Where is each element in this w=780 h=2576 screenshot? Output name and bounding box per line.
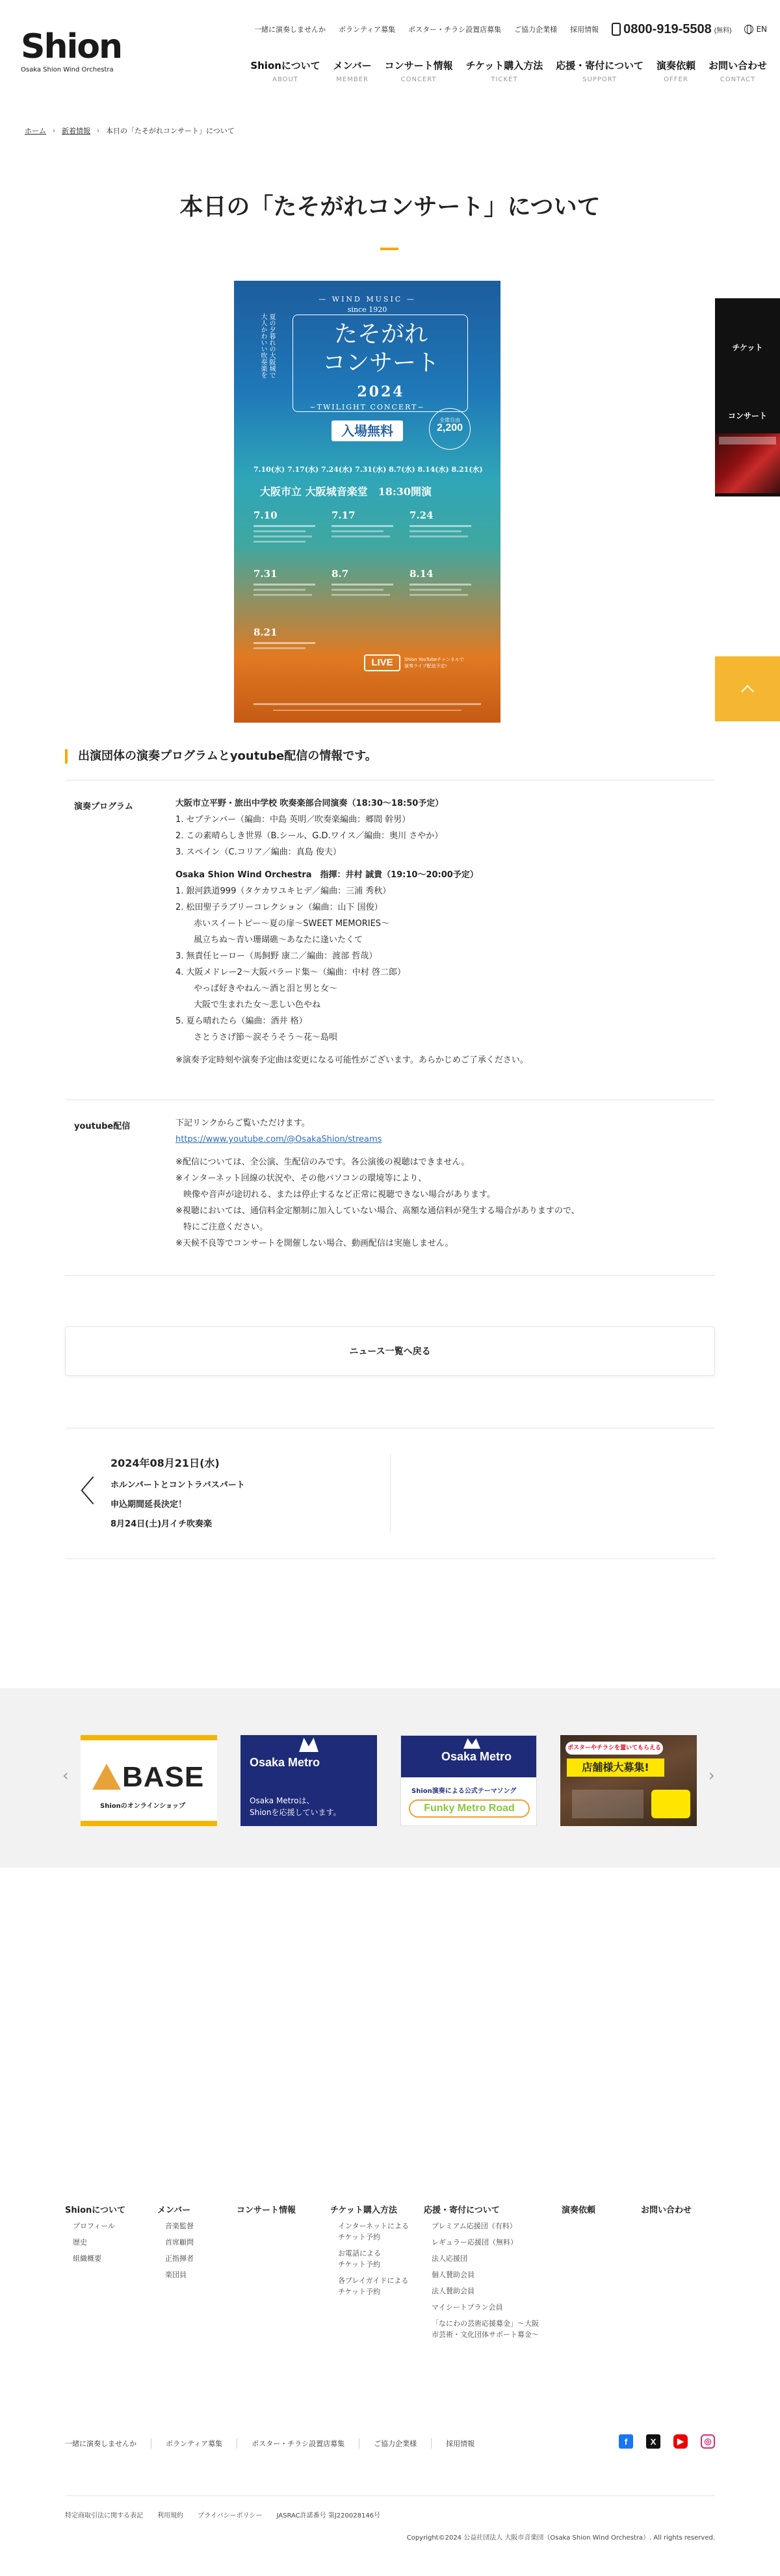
poster-wind-music: — WIND MUSIC — bbox=[318, 295, 416, 303]
banner-carousel bbox=[0, 1688, 780, 1868]
logo-subtitle: Osaka Shion Wind Orchestra bbox=[21, 66, 114, 73]
nav-support-en: SUPPORT bbox=[582, 76, 618, 83]
banner-store-photo bbox=[572, 1790, 644, 1818]
footer-col-heading[interactable]: メンバー bbox=[157, 2206, 191, 2215]
footer-util-link[interactable]: ポスター・チラシ設置店募集 bbox=[237, 2438, 359, 2449]
banner-store-badge bbox=[651, 1790, 690, 1818]
poster-cell-date: 7.10 bbox=[254, 509, 278, 521]
youtube-link[interactable]: https://www.youtube.com/@OsakaShion/streams bbox=[176, 1135, 382, 1144]
banner-metro2-road: Funky Metro Road bbox=[409, 1799, 530, 1818]
footer-link[interactable]: マイシートプラン会員 bbox=[432, 2303, 503, 2312]
chevron-up-icon bbox=[741, 685, 754, 698]
copyright: Copyright©2024 公益社団法人 大阪市音楽団（Osaka Shion Wind Orchestra）. All rights reserved. bbox=[406, 2534, 715, 2542]
breadcrumb bbox=[25, 125, 235, 136]
poster-cell bbox=[254, 509, 325, 561]
poster-seats-value: 2,200 bbox=[436, 422, 463, 433]
footer-link[interactable]: プロフィール bbox=[73, 2222, 115, 2230]
footer-util-link[interactable]: ボランティア募集 bbox=[151, 2438, 237, 2449]
breadcrumb-home[interactable]: ホーム bbox=[25, 127, 46, 135]
poster-cell-date: 8.14 bbox=[410, 568, 434, 580]
language-switch[interactable] bbox=[744, 25, 767, 34]
banner-metro2-heading: Osaka Metro bbox=[441, 1750, 512, 1763]
footer-col-heading[interactable]: コンサート情報 bbox=[237, 2206, 296, 2215]
prev-post-date[interactable]: 2024年08月21日(水) bbox=[110, 1457, 220, 1469]
social-links bbox=[619, 2434, 715, 2449]
footer-link[interactable]: 首席顧問 bbox=[165, 2238, 194, 2247]
banner-metro-text: Osaka Metroは、 Shionを応援しています。 bbox=[250, 1796, 341, 1817]
util-link-sponsors[interactable]: ご協力企業様 bbox=[514, 25, 558, 34]
footer-col-support bbox=[424, 2203, 541, 2340]
footer-col-about bbox=[65, 2203, 156, 2264]
logo-wordmark: Shion bbox=[21, 27, 122, 66]
program-content bbox=[176, 795, 682, 1068]
instagram-icon[interactable]: ◎ bbox=[701, 2434, 715, 2449]
language-label: EN bbox=[756, 25, 767, 34]
program-item: 5. 夏ら晴れたら（編曲：酒井 格） bbox=[176, 1016, 307, 1026]
pager-divider bbox=[390, 1454, 391, 1532]
program-item: 3. 無責任ヒーロー（馬飼野 康二／編曲：渡部 哲哉） bbox=[176, 951, 378, 961]
banner-osaka-metro[interactable] bbox=[240, 1735, 377, 1826]
banner-funky-metro-road[interactable] bbox=[400, 1735, 537, 1826]
legal-link[interactable]: プライバシーポリシー bbox=[198, 2512, 263, 2519]
divider bbox=[65, 2495, 715, 2496]
program-subitem: 赤いスイートピー〜夏の扉〜SWEET MEMORIES〜 bbox=[194, 919, 390, 929]
nav-member[interactable] bbox=[327, 58, 378, 83]
youtube-note: 特にご注意ください。 bbox=[183, 1222, 268, 1232]
nav-concert[interactable] bbox=[378, 58, 460, 83]
site-logo[interactable] bbox=[21, 27, 122, 79]
side-tab-ticket[interactable]: チケット bbox=[732, 342, 763, 352]
footer-link[interactable]: インターネットによる チケット予約 bbox=[338, 2222, 410, 2241]
nav-about-en: ABOUT bbox=[272, 76, 298, 83]
footer-link[interactable]: プレミアム応援団（有料） bbox=[432, 2222, 517, 2230]
legal-link[interactable]: 利用規約 bbox=[157, 2512, 183, 2519]
footer-link[interactable]: 法人賛助会員 bbox=[432, 2287, 474, 2295]
banner-base-sub: Shionのオンラインショップ bbox=[100, 1803, 185, 1810]
globe-icon bbox=[744, 25, 753, 34]
x-icon[interactable]: X bbox=[646, 2434, 660, 2449]
banner-store-main: 店舗様大募集! bbox=[567, 1758, 664, 1777]
program-subitem: 大阪で生まれた女〜悲しい色やね bbox=[194, 1000, 321, 1010]
back-to-news-button[interactable]: ニュース一覧へ戻る bbox=[65, 1326, 715, 1376]
site-header bbox=[0, 0, 780, 104]
util-link-join[interactable]: 一緒に演奏しませんか bbox=[254, 25, 326, 34]
program-item: 3. スペイン（C.コリア／編曲：真島 俊夫） bbox=[176, 847, 341, 857]
chevron-right-icon: › bbox=[53, 127, 55, 135]
chevron-right-icon: › bbox=[97, 127, 99, 135]
concert-thumbnail bbox=[715, 433, 780, 493]
prev-post-line[interactable]: 申込期間延長決定！ bbox=[110, 1500, 187, 1510]
program-item: 1. 銀河鉄道999（タケカワユキヒデ／編曲：三浦 秀秋） bbox=[176, 886, 391, 896]
nav-about-label: Shionについて bbox=[250, 60, 320, 71]
prev-post-line[interactable]: ホルンパートとコントラバスパート bbox=[110, 1480, 245, 1490]
breadcrumb-news[interactable]: 新着情報 bbox=[62, 127, 90, 135]
nav-concert-label: コンサート情報 bbox=[384, 60, 453, 71]
carousel-prev-icon[interactable]: ‹ bbox=[62, 1766, 69, 1784]
footer-link[interactable]: 法人応援団 bbox=[432, 2254, 467, 2263]
footer-link[interactable]: 組織概要 bbox=[73, 2254, 101, 2263]
carousel-next-icon[interactable]: › bbox=[708, 1766, 715, 1784]
youtube-note: ※インターネット回線の状況や、その他パソコンの環境等により、 bbox=[176, 1174, 427, 1183]
util-link-volunteer[interactable]: ボランティア募集 bbox=[338, 25, 396, 34]
youtube-content bbox=[176, 1115, 682, 1252]
poster-youtube-note: Shion YouTubeチャンネルで 演奏ライブ配信予定! bbox=[404, 657, 464, 669]
youtube-label: youtube配信 bbox=[74, 1122, 131, 1131]
banner-metro2-top bbox=[401, 1736, 537, 1777]
nav-ticket[interactable] bbox=[460, 58, 550, 83]
program-item: 1. セプテンバー（編曲：中島 英明／吹奏楽編曲：郷間 幹男） bbox=[176, 815, 411, 825]
poster-vertical-text: 夏の夕暮れの大阪城で 大人かわいい吹奏楽を bbox=[259, 313, 275, 378]
poster-cell-date: 8.21 bbox=[254, 626, 278, 638]
youtube-note: ※配信については、全公演、生配信のみです。各公演後の視聴はできません。 bbox=[176, 1157, 470, 1167]
banner-metro-heading: Osaka Metro bbox=[250, 1756, 320, 1769]
poster-cell-date: 7.31 bbox=[254, 568, 278, 580]
footer-util-link[interactable]: 一緒に演奏しませんか bbox=[65, 2440, 136, 2448]
poster-venue: 大阪市立 大阪城音楽堂 18:30開演 bbox=[260, 485, 432, 498]
phone-text: 0800-919-5508 bbox=[623, 21, 712, 36]
footer-link[interactable]: 楽団員 bbox=[165, 2271, 187, 2279]
program-item: 2. この素晴らしき世界（B.シール、G.D.ワイス／編曲：奥川 さやか） bbox=[176, 831, 443, 841]
program-label: 演奏プログラム bbox=[74, 802, 133, 812]
jasrac-number: JASRAC許諾番号 第J220028146号 bbox=[276, 2512, 381, 2519]
poster-subtitle: ~TWILIGHT CONCERT~ bbox=[309, 403, 425, 411]
poster-footer-line bbox=[273, 710, 462, 711]
youtube-note: ※天候不良等でコンサートを開催しない場合、動画配信は実施しません。 bbox=[176, 1239, 454, 1248]
nav-offer-en: OFFER bbox=[664, 76, 688, 83]
footer-col-ticket bbox=[330, 2203, 421, 2297]
youtube-icon[interactable]: ▶ bbox=[673, 2434, 688, 2449]
banner-base-word: BASE bbox=[122, 1761, 205, 1793]
footer-link[interactable]: 「なにわの芸術応援募金」〜大阪市芸術・文化団体サポート募金〜 bbox=[432, 2319, 539, 2339]
banner-store-top: ポスターやチラシを置いてもらえる bbox=[566, 1742, 663, 1755]
footer-link[interactable]: お電話による チケット予約 bbox=[338, 2249, 381, 2269]
title-underline bbox=[380, 248, 398, 250]
phone-icon bbox=[612, 23, 621, 36]
program-group1-title: 大阪市立平野・旅出中学校 吹奏楽部合同演奏（18:30〜18:50予定） bbox=[176, 799, 444, 808]
prev-post-line[interactable]: 8月24日(土)月イチ吹奏楽 bbox=[110, 1519, 213, 1529]
phone-number[interactable] bbox=[612, 22, 731, 37]
tent-icon bbox=[92, 1764, 121, 1790]
footer-link[interactable]: 正指揮者 bbox=[165, 2254, 194, 2263]
side-tab-concert-label: コンサート bbox=[727, 411, 767, 420]
poster-free-admission: 入場無料 bbox=[332, 420, 403, 441]
utility-nav bbox=[254, 19, 767, 39]
banner-base[interactable] bbox=[81, 1735, 217, 1826]
program-note: ※演奏予定時刻や演奏予定曲は変更になる可能性がございます。あらかじめご了承ください。 bbox=[176, 1055, 528, 1065]
divider bbox=[65, 1275, 715, 1276]
nav-member-label: メンバー bbox=[333, 60, 372, 71]
post-pager bbox=[65, 1428, 715, 1558]
global-nav bbox=[244, 58, 774, 83]
poster-cell-date: 7.17 bbox=[332, 509, 356, 521]
banner-store-recruit[interactable] bbox=[560, 1735, 697, 1826]
footer-col-member bbox=[157, 2203, 248, 2280]
poster-title-frame bbox=[292, 315, 468, 412]
banner-metro2-sub: Shion演奏による公式テーマソング bbox=[411, 1788, 517, 1795]
facebook-icon[interactable]: f bbox=[619, 2434, 633, 2449]
breadcrumb-current: 本日の「たそがれコンサート」について bbox=[106, 127, 235, 135]
concert-poster bbox=[234, 281, 500, 723]
poster-cell bbox=[410, 509, 481, 561]
divider bbox=[65, 1558, 715, 1559]
poster-year: 2024 bbox=[357, 383, 405, 400]
footer-util-link[interactable]: 採用情報 bbox=[431, 2438, 489, 2449]
footer-link[interactable]: 歴史 bbox=[73, 2238, 87, 2247]
program-subitem: 風立ちぬ〜青い珊瑚礁〜あなたに逢いたくて bbox=[194, 935, 363, 945]
footer-legal-links bbox=[65, 2510, 380, 2519]
poster-title: たそがれ コンサート bbox=[322, 321, 439, 376]
poster-cell bbox=[332, 509, 403, 561]
back-to-top-button[interactable] bbox=[715, 656, 780, 721]
youtube-note: ※視聴においては、通信料金定額制に加入していない場合、高額な通信料が発生する場合がありますので、 bbox=[176, 1206, 580, 1216]
util-link-recruit[interactable]: 採用情報 bbox=[570, 25, 599, 34]
footer-col-contact bbox=[641, 2203, 732, 2215]
footer-col-offer bbox=[562, 2203, 653, 2215]
footer-link[interactable]: 個人賛助会員 bbox=[432, 2271, 474, 2279]
footer-col-heading[interactable]: 応援・寄付について bbox=[424, 2206, 500, 2215]
poster-seats-label: 全席自由 bbox=[439, 417, 460, 423]
nav-about[interactable] bbox=[244, 58, 326, 83]
poster-dates: 7.10(水) 7.17(水) 7.24(水) 7.31(水) 8.7(水) 8.14(水) 8.21(水) bbox=[254, 465, 483, 474]
poster-footer-line bbox=[254, 703, 481, 705]
program-subitem: さとうさげ節〜涙そうそう〜花〜島唄 bbox=[194, 1033, 338, 1042]
program-item: 2. 松田聖子ラブリーコレクション（編曲：山下 国俊） bbox=[176, 903, 383, 912]
section-heading: 出演団体の演奏プログラムとyoutube配信の情報です。 bbox=[65, 749, 377, 764]
nav-offer[interactable] bbox=[650, 58, 702, 83]
metro-logo-icon bbox=[299, 1738, 318, 1752]
poster-cell bbox=[332, 568, 403, 620]
nav-member-en: MEMBER bbox=[336, 76, 369, 83]
nav-support-label: 応援・寄付について bbox=[556, 60, 644, 71]
footer-util-link[interactable]: ご協力企業様 bbox=[359, 2438, 431, 2449]
poster-since: since 1920 bbox=[347, 305, 387, 314]
footer-link[interactable]: 各プレイガイドによる チケット予約 bbox=[338, 2276, 409, 2296]
youtube-intro: 下記リンクからご覧いただけます。 bbox=[176, 1118, 310, 1128]
poster-cell bbox=[254, 626, 325, 678]
nav-contact-en: CONTACT bbox=[720, 76, 756, 83]
poster-cell-date: 7.24 bbox=[410, 509, 434, 521]
footer-util-links bbox=[65, 2438, 489, 2449]
footer-col-heading[interactable]: 演奏依頼 bbox=[562, 2206, 596, 2215]
prev-post-arrow-icon[interactable]: 〈 bbox=[65, 1474, 95, 1509]
page-title: 本日の「たそがれコンサート」について bbox=[179, 194, 601, 220]
side-fixed-tabs bbox=[715, 298, 780, 496]
legal-link[interactable]: 特定商取引法に関する表記 bbox=[65, 2512, 143, 2519]
nav-offer-label: 演奏依頼 bbox=[656, 60, 696, 71]
youtube-note: 映像や音声が途切れる、または停止するなど正常に視聴できない場合があります。 bbox=[183, 1190, 495, 1200]
nav-ticket-en: TICKET bbox=[491, 76, 518, 83]
nav-concert-en: CONCERT bbox=[400, 76, 437, 83]
footer-col-heading[interactable]: Shionについて bbox=[65, 2206, 125, 2215]
program-subitem: やっぱ好きやねん〜酒と泪と男と女〜 bbox=[194, 984, 338, 994]
nav-support[interactable] bbox=[549, 58, 650, 83]
util-link-poster[interactable]: ポスター・チラシ設置店募集 bbox=[408, 25, 502, 34]
poster-cell bbox=[410, 568, 481, 620]
metro-logo-icon bbox=[463, 1738, 480, 1749]
poster-seats bbox=[429, 408, 471, 450]
program-group2-title: Osaka Shion Wind Orchestra 指揮：井村 誠貴（19:10〜20:00予定） bbox=[176, 870, 478, 880]
poster-cell bbox=[254, 568, 325, 620]
footer-link[interactable]: 音楽監督 bbox=[165, 2222, 194, 2230]
nav-contact-label: お問い合わせ bbox=[708, 60, 767, 71]
nav-ticket-label: チケット購入方法 bbox=[465, 60, 543, 71]
poster-live-badge: LIVE bbox=[364, 654, 400, 671]
phone-note: (無料) bbox=[714, 27, 732, 34]
footer-col-concert bbox=[237, 2203, 328, 2215]
footer-link[interactable]: レギュラー応援団（無料） bbox=[432, 2238, 517, 2247]
nav-contact[interactable] bbox=[702, 58, 774, 83]
footer-col-heading[interactable]: チケット購入方法 bbox=[330, 2206, 397, 2215]
side-tab-concert[interactable] bbox=[715, 396, 780, 496]
poster-cell-date: 8.7 bbox=[332, 568, 349, 580]
footer-col-heading[interactable]: お問い合わせ bbox=[641, 2206, 692, 2215]
program-item: 4. 大阪メドレー2〜大阪バラード集〜（編曲：中村 啓二郎） bbox=[176, 968, 406, 977]
